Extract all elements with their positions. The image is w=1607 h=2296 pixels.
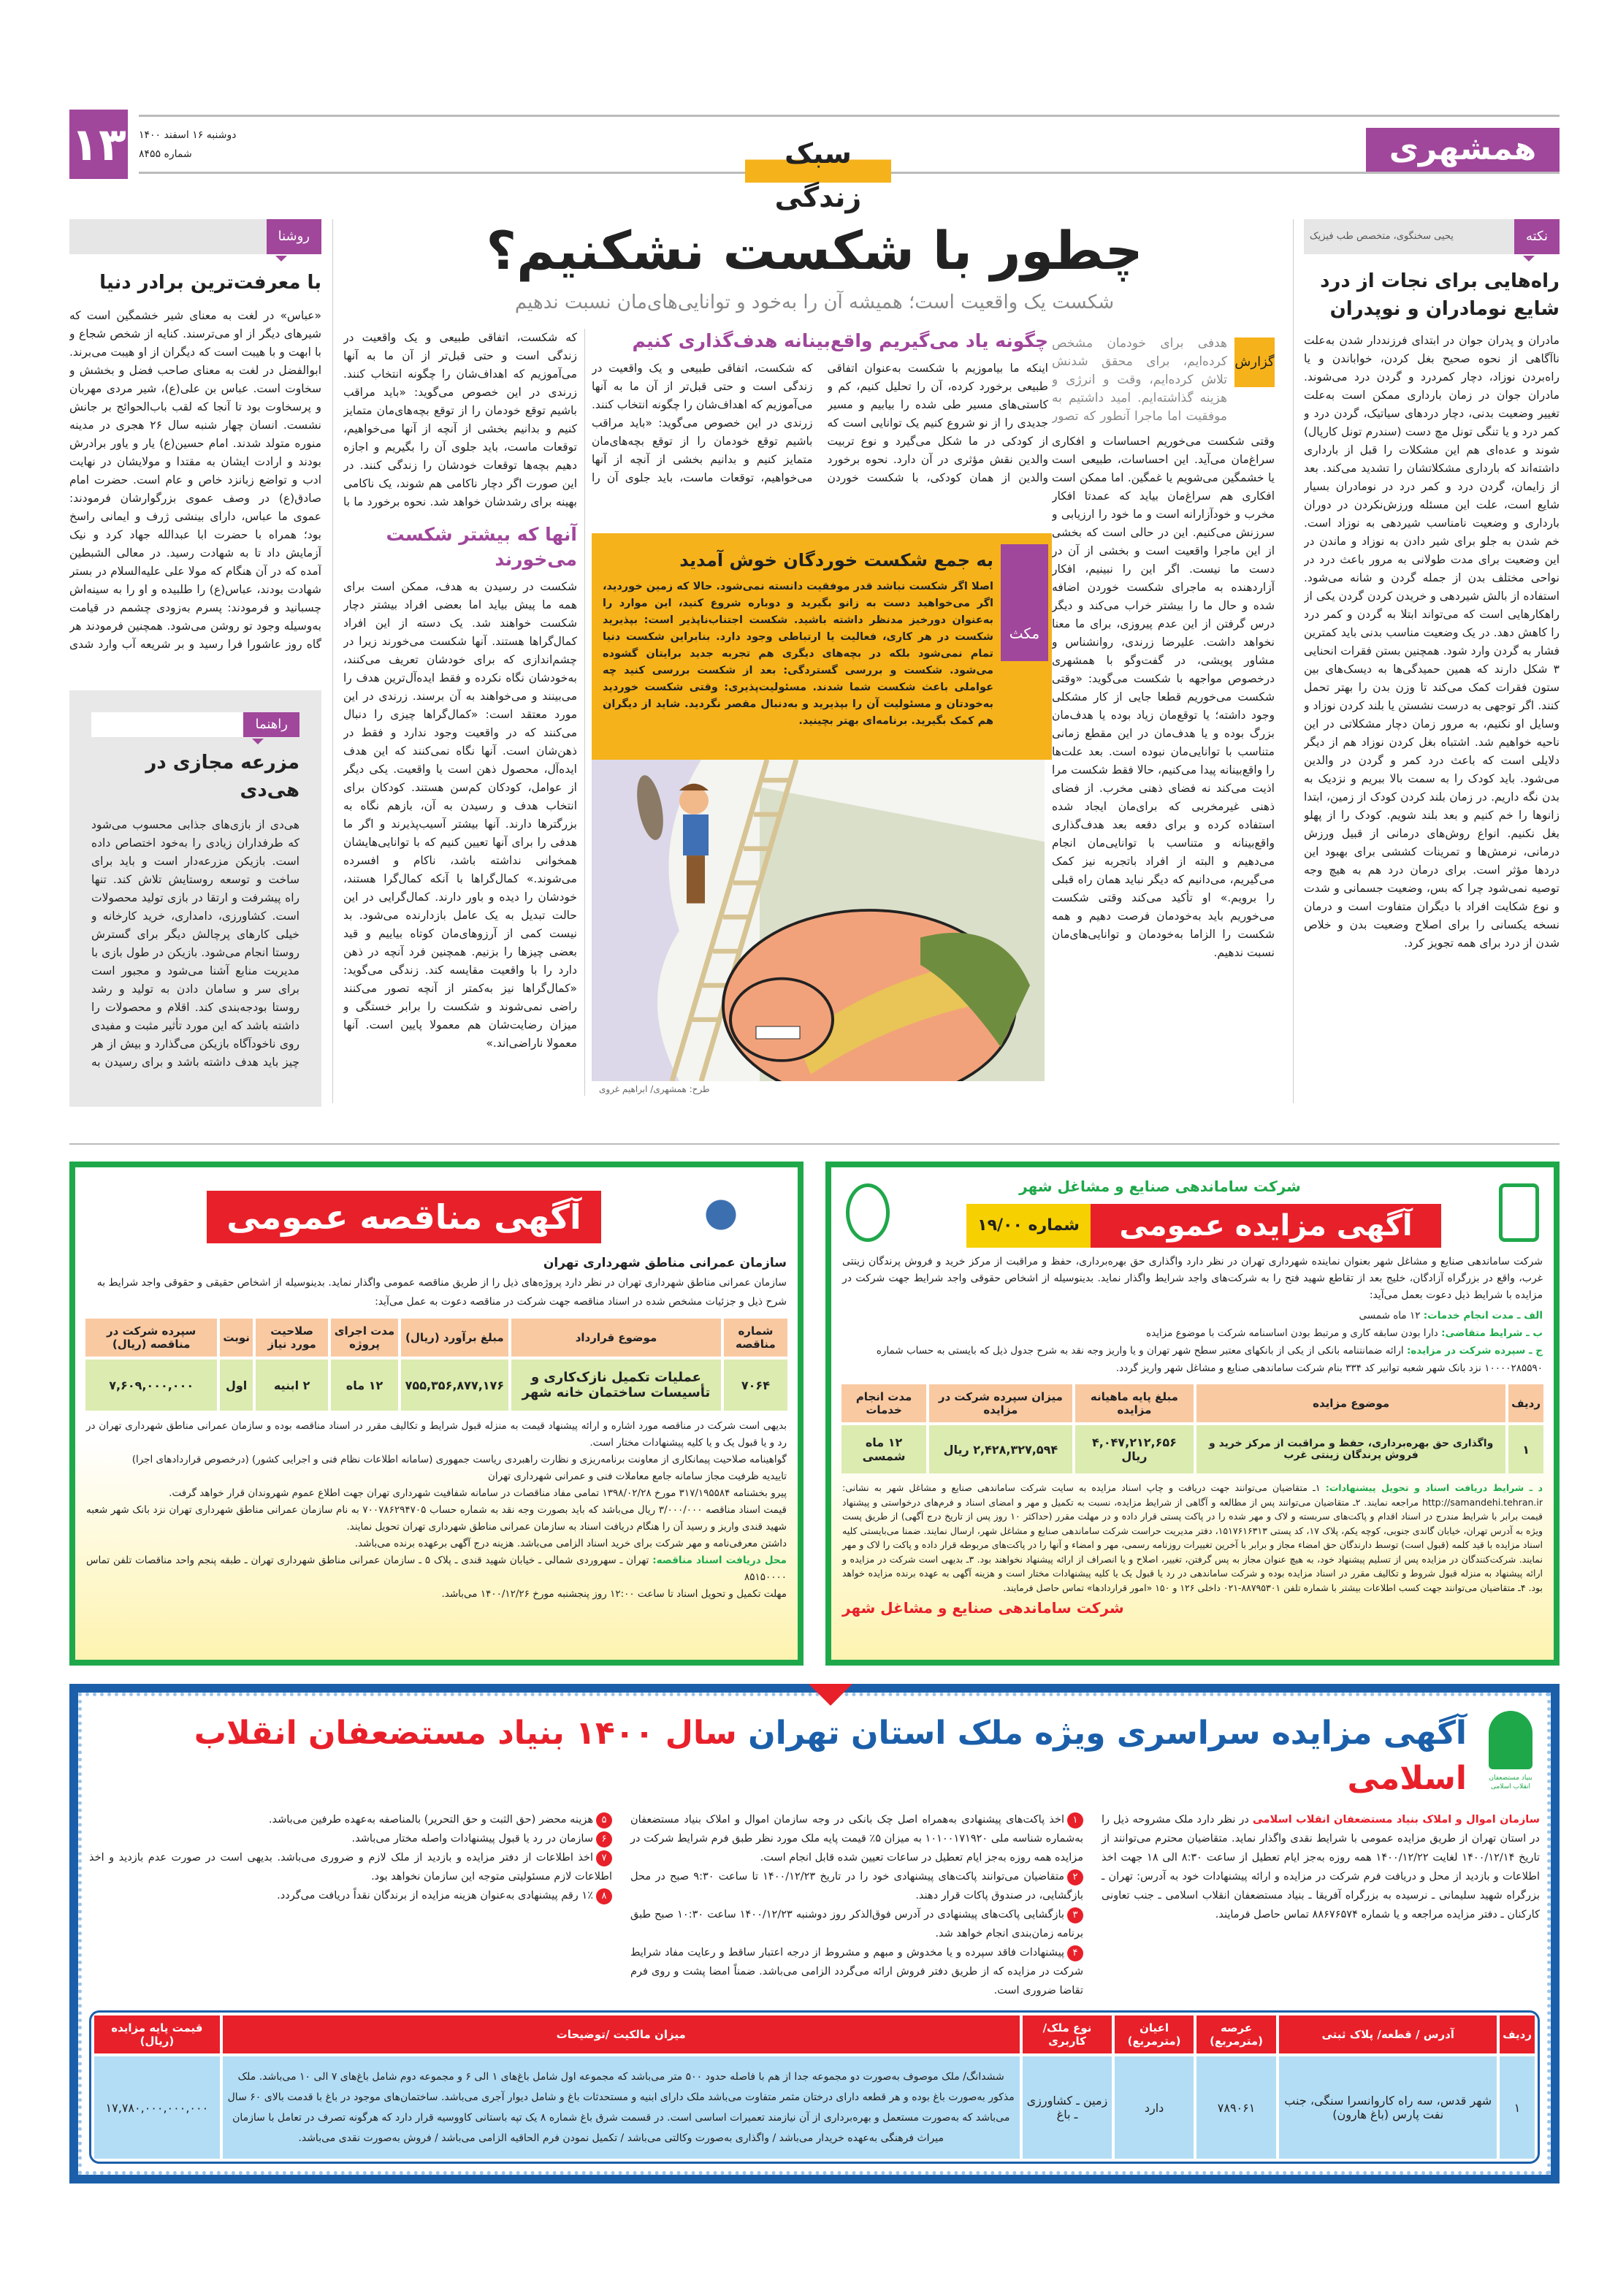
page-number: ۱۳ <box>69 110 128 179</box>
tender-org: سازمان عمرانی مناطق شهرداری تهران <box>543 1256 787 1270</box>
tender-intro <box>86 1254 787 1311</box>
number-badge: ۴ <box>1067 1945 1083 1961</box>
section1-continued: که شکست، اتفاقی طبیعی و یک واقعیت در زندگی است و حتی قبل‌تر از آن ما به آنها می‌آموزیم که اهداف‌شان را چگونه انتخاب کنند. زرندی در این خصوص می‌گوید: «باید مراقب باشیم توقع خودمان را از توقع بچه‌های‌مان متمایز کنیم و بدانیم بخشی از آنچه از آنها می‌خواهیم، توقعات ماست، باید جلوی آن را بگیریم و اجازه دهیم بچه‌ها توقعات خودشان را زندگی کنند. در این صورت اگر دچار ناکامی هم شوند، یک ناکامی بهینه برای رشدشان خواهد شد. نحوه برخورد ما با <box>343 331 577 508</box>
th: ردیف <box>1508 1384 1543 1422</box>
number-badge: ۷ <box>596 1850 612 1866</box>
left-headline: با معرفت‌ترین برادر دنیا <box>99 272 321 294</box>
td: دارد <box>1115 2056 1194 2159</box>
foundation-intro-text: در نظر دارد ملک مشروحه ذیل را در استان تهران از طریق مزایده عمومی با شرایط نقدی واگذار نماید. متقاضیان محترم می‌توانند از تاریخ ۱۴۰۰/۱۲/۱۴ لغایت ۱۴۰۰/۱۲/۲۲ همه روزه به‌جز ایام تعطیل از ساعت ۸:۳۰ الی ۱۸ جهت اخذ اطلاعات و بازدید از محل و دریافت فرم شرکت در مزایده و ارائه پیشنهادات خود به آدرس: تهران ـ بزرگراه شهید سلیمانی ـ نرسیده به بزرگراه آفریقا ـ بنیاد مستضعفان انقلاب اسلامی ـ جنب تعاونی کارکنان ـ دفتر مزایده مراجعه و یا شماره ۸۸۶۷۶۵۷۴ تماس حاصل فرمایند. <box>1102 1814 1540 1921</box>
td: واگذاری حق بهره‌برداری، حفظ و مراقبت از مرکز خرید و فروش پرندگان زینتی غرب <box>1196 1425 1505 1473</box>
ads-row <box>69 1162 1560 1666</box>
tender-paragraph: داشتن معرفی‌نامه و مهر شرکت برای خرید اسناد الزامی می‌باشد. هزینه درج آگهی برعهده برنده می‌باشد. <box>354 1538 787 1549</box>
th: شماره مناقصه <box>724 1319 787 1357</box>
th: نوع ملک/ کاربری <box>1023 2015 1112 2053</box>
td: اول <box>220 1359 253 1411</box>
issue-number: شماره ۸۴۵۵ <box>139 148 192 160</box>
td: ۲ ابنیه <box>256 1359 329 1411</box>
foundation-items-b <box>89 1810 612 2000</box>
guide-body: هی‌دی از بازی‌های جذابی محسوب می‌شود که طرفداران زیادی را به‌خود اختصاص داده است. بازیکن مزرعه‌دار است و باید برای ساخت و توسعه روستایش تلاش کند. تنها راه پیشرفت و ارتقا در بازی تولید محصولات است. کشاورزی، دامداری، خرید کارخانه و خیلی کارهای پرچالش دیگر برای گسترش روستا انجام می‌شود. بازیکن در طول بازی با مدیریت منابع آشنا می‌شود و مجبور است برای سر و سامان دادن به تولید و رشد روستا بودجه‌بندی کند. اقلام و محصولات را داشته باشد که این مورد تأثیر مثبت و مفیدی روی ناخودآگاه بازیکن می‌گذارد و بیش از هر چیز باید هدف داشته باشد و برای رسیدن به <box>91 818 299 1069</box>
condition-text: ارائه ضمانتنامه بانکی از یکی از بانکهای معتبر سطح شهر تهران و یا واریز وجه نقد به شرح جدول ذیل که بایستی به حساب شماره ۱۰۰۰۰۲۸۵۵۹۰ نزد بانک شهر شعبه توانیر کد ۳۳۴ بنام شرکت ساماندهی صنایع و مشاغل شهر واریز گردد. <box>876 1345 1543 1374</box>
condition-item: متقاضیان می‌توانند پاکت‌های پیشنهادی خود را در تاریخ ۱۴۰۰/۱۲/۲۳ تا ساعت ۹:۳۰ صبح در محل بازگشایی، در صندوق پاکات قرار دهند. <box>630 1871 1083 1902</box>
guide-headline: مزرعه مجازی در هی‌دی <box>145 752 299 801</box>
highlight-tag: مکث <box>1001 544 1048 661</box>
section2-body: شکست در رسیدن به هدف، ممکن است برای همه ما پیش بیاید اما بعضی افراد بیشتر دچار شکست خواهند شد. یک دسته از این افراد کمال‌گراها هستند. آنها شکست می‌خورند زیرا در چشم‌اندازی که برای خودشان تعریف می‌کنند، به‌خودشان نگاه نکرده و فقط ایده‌آل‌ترین هدف را می‌بینند و می‌خواهند به آن برسند. زرندی در این مورد معتقد است: «کمال‌گراها چیزی را دنبال می‌کنند که در واقعیت وجود ندارد و فقط در ذهن‌شان است. آنها نگاه نمی‌کنند که این هدف ایده‌آل، محصول ذهن است یا واقعیت. یکی دیگر از عوامل، کودکان کم‌سن هستند. کودکان برای انتخاب هدف و رسیدن به آن، بازهم نگاه به بزرگترها دارند. آنها بیشتر آسیب‌پذیرند و اگر ما هدفی را برای آنها تعیین کنیم که با توانایی‌هایشان همخوانی نداشته باشد، ناکام و افسرده می‌شوند.» کمال‌گراها با آنکه کمال‌گرا هستند، خودشان را دیده و باور دارند. کمال‌گرایی در این حالت تبدیل به یک عامل بازدارنده می‌شود. بد نیست کمی از آرزوهای‌مان کوتاه بیاییم و قید بعضی چیزها را بزنیم. همچنین فرد آنچه در ذهن دارد را با واقعیت مقایسه کند. زندگی می‌گوید: «کمال‌گراها نیز به‌کمتر از آنچه تصور می‌کنند راضی نمی‌شوند و شکست را برابر خستگی و میزان رضایت‌شان هم معمولا پایین است. آنها معمولا ناراضی‌اند.» <box>343 580 577 1050</box>
td: ۴,۰۴۷,۲۱۲,۶۵۶ ریال <box>1075 1425 1194 1473</box>
highlight-body: اصلا اگر شکست نباشد قدر موفقیت دانسته نمی‌شود. حالا که زمین خوردید، اگر می‌خواهید دست به زانو بگیرید و دوباره شروع کنید، این موارد را به‌عنوان دورخیز مدنظر داشته باشید. شکست اجتناب‌ناپذیر است: بپذیرید شکست در هر کاری، فعالیت یا ارتباطی وجود دارد. بنابراین شکست دنیا تمام نمی‌شود بلکه در بچه‌های دیگری هم تجربه جدید برایتان گشوده می‌شود. شکست و بررسی گستردگی: بعد از شکست بررسی کنید چه عواملی باعث شکست شما شدند. مسئولیت‌پذیری: وقتی شکست خوردید به‌خودتان و مسئولیت آن را بپذیرید و به‌دنبال مقصر نگردید. شاید از دیگران هم کمک بگیرید. برنامه‌ای بهتر بچینید. <box>603 581 993 727</box>
th: آدرس / قطعه/ پلاک ثبتی <box>1279 2015 1497 2053</box>
highlight-title: به جمع شکست خوردگان خوش آمدید <box>679 550 993 571</box>
foundation-text-columns <box>89 1810 1540 2000</box>
terms-text: ۱ـ متقاضیان می‌توانند جهت دریافت و چاپ اسناد مزایده به سایت شرکت ساماندهی صنایع و مشاغل شهر به نشانی: http://samandehi.tehran.ir مراجعه نمایند. ۲ـ متقاضیان می‌توانند پس از مطالعه و آگاهی از شرایط مزایده، نسبت به تکمیل و مهر و امضای اسناد و فرم‌های درخواستی و پیشنهاد قیمت برابر با شرایط مندرج در اسناد اقدام و پاکت‌های سربسته و لاک و مهر شده را در پاکت پستی قرار داده و در مهلت مقرر (حداکثر ۱۰ روز پس از تاریخ درج آگهی) از طریق پست ویژه به آدرس تهران، خیابان گاندی جنوبی، کوچه یکم، پلاک ۱۷، کد پستی ۱۵۱۷۶۱۶۳۱۳، دفتر مدیریت حراست شرکت ساماندهی صنایع و مشاغل شهر، ارسال نمایند. ضمنا می‌بایستی کلیه اسناد مزایده با قید کلمه (قبول است) توسط دارندگان حق امضاء مجاز و برابر با آخرین تغییرات روزنامه رسمی، مهر و امضاء و آنها را در پاکت‌های مربوطه قرار داده و پاکت را لاک و مهر نمایند. شرکت‌کنندگان در مزایده پس از تسلیم پیشنهاد خود، به هیچ عنوان مجاز به پس گرفتن، تغییر، اصلاح و یا انصراف از ارائه پیشنهاد نخواهند بود. ۳ـ بدیهی است شرکت در مزایده و ارائه پیشنهاد به منزله قبول شروط و تکالیف مقرر در اسناد مزایده بوده و شرکت ساماندهی در رد یا قبول یک یا کلیه پیشنهادات مختار است و هزینه آگهی به عهده برنده مزایده خواهد بود. ۴ـ متقاضیان می‌توانند جهت کسب اطلاعات بیشتر با شماره تلفن ۸۸۷۹۵۳۰۱-۰۲۱ داخلی ۱۲۶ و ۱۵۰ «امور قراردادها» تماس حاصل فرمایند. <box>842 1482 1543 1593</box>
td: عملیات تکمیل نازک‌کاری و تأسیسات ساختمان خانه شهر <box>511 1359 721 1411</box>
condition-label: الف ـ مدت انجام خدمات: <box>1423 1310 1543 1321</box>
foundation-logo <box>1481 1711 1540 1791</box>
left-body: «عباس» در لغت به معنای شیر خشمگین است که شیرهای دیگر از او می‌ترسند. کنایه از شخص شجاع و با ابهت و با هیبت است که دیگران از او هیبت می‌برند. ابوالفضل در لغت به معنای صاحب فضل و بخشش و سخاوت است. عباس بن علی(ع)، شیر مردی مهربان و پرسخاوت بود تا آنجا که لقب باب‌الحوائج بر جانش نشست. انسان چهار شنبه سال ۲۶ هجری در مدینه منوره متولد شدند. امام حسین(ع) یار و یاور برادرش بودند و ارادت ایشان به مقتدا و مولایشان در نهایت ادب و تواضع زبانزد خاص و عام است. حضرت امام صادق(ع) در وصف عموی بزرگوارشان فرمودند: عموی ما عباس، دارای بینشی ژرف و ایمانی راسخ بود؛ همراه با حضرت ابا عبدالله جهاد کرد و نیک آزمایش داد تا به شهادت رسید. در معالی الشبطین آمده که در آن هنگام که مولا علی علیه‌السلام در بستر شهادت بودند، عباس(ع) را طلبیده و او را به سینه‌اش چسبانید و فرمودند: پسرم به‌زودی چشمم در قیامت به‌وسیله وجود تو روشن می‌شود. همچنین فرمودند هر گاه روز عاشورا فرا رسید و بر شریعه آب وارد شدی <box>69 309 321 651</box>
auction-header <box>842 1167 1543 1254</box>
th: ردیف <box>1500 2015 1535 2053</box>
date-block <box>139 126 256 164</box>
td: ۱۷,۷۸۰,۰۰۰,۰۰۰,۰۰۰ <box>94 2056 220 2159</box>
th: اعیان (مترمربع) <box>1115 2015 1194 2053</box>
terms-label: د ـ شرایط دریافت اسناد و تحویل پیشنهادات: <box>1325 1482 1543 1493</box>
td: ۷,۶۰۹,۰۰۰,۰۰۰ <box>85 1359 217 1411</box>
guide-box <box>69 690 321 1107</box>
tender-ad <box>69 1162 804 1666</box>
table-row <box>94 2056 1535 2159</box>
foundation-items-a <box>630 1810 1083 2000</box>
th: میزان مالکیت /توضیحات <box>223 2015 1020 2053</box>
title-part-2: سال ۱۴۰۰ بنیاد مستضعفان انقلاب اسلامی <box>194 1715 1467 1797</box>
tender-paragraph: تاییدیه ظرفیت مجاز سامانه جامع معاملات فنی و عمرانی شهرداری تهران <box>487 1471 787 1482</box>
main-headline: چطور با شکست نشکنیم؟ <box>486 220 1143 281</box>
tender-table <box>83 1316 790 1414</box>
cartoon-illustration <box>592 760 1045 1081</box>
newspaper-logo: همشهری <box>1366 128 1560 172</box>
foundation-inner <box>78 1693 1551 2175</box>
ads-area <box>69 1162 1560 2184</box>
section1-col1: اینکه ما بیاموزیم با شکست به‌عنوان اتفاقی طبیعی برخورد کرده، آن را تحلیل کنیم، کم و کاستی‌های مسیر طی شده را بیابیم و مسیر جدیدی را از نو شروع کنیم یک توانایی است که از کودکی در ما شکل می‌گیرد و نوع تربیت والدین نقش مؤثری در آن دارد. نحوه برخورد والدین از همان کودکی، با شکست خوردن <box>827 362 1048 484</box>
number-badge: ۶ <box>596 1831 612 1847</box>
tender-paragraph: بدیهی است شرکت در مناقصه مورد اشاره و ارائه پیشنهاد قیمت به منزله قبول شرایط و تکالیف مقرر در اسناد مناقصه بوده و سازمان عمرانی مناطق شهرداری تهران در رد و یا قبول یک و یا کلیه پیشنهادات مختار است. <box>86 1420 787 1449</box>
section1-col2: که شکست، اتفاقی طبیعی و یک واقعیت در زندگی است و حتی قبل‌تر از آن ما به آنها می‌آموزیم که اهداف‌شان را چگونه انتخاب کنند. زرندی در این خصوص می‌گوید: «باید مراقب باشیم توقع خودمان را از توقع بچه‌های‌مان متمایز کنیم و بدانیم بخشی از آنچه از آنها می‌خواهیم، توقعات ماست، باید جلوی آن را <box>592 362 813 484</box>
th: نوبت <box>220 1319 253 1357</box>
right-headline: راه‌هایی برای نجات از درد شایع نومادران و نوپدران <box>1320 270 1560 320</box>
section1-columns <box>592 359 1048 487</box>
left-column <box>69 219 321 654</box>
td: ۱۲ ماه شمسی <box>841 1425 926 1473</box>
auction-number: شماره ۱۹/۰۰ <box>966 1204 1091 1248</box>
number-badge: ۱ <box>1067 1812 1083 1828</box>
th: مدت انجام خدمات <box>841 1384 926 1422</box>
td: ۲,۴۲۸,۳۲۷,۵۹۴ ریال <box>929 1425 1072 1473</box>
auction-terms <box>842 1481 1543 1595</box>
auction-ad <box>825 1162 1560 1666</box>
location-label: محل دریافت اسناد مناقصه: <box>652 1555 787 1566</box>
column-divider <box>1293 219 1294 1103</box>
condition-item: بازگشایی پاکت‌های پیشنهادی در آدرس فوق‌الذکر روز دوشنبه ۱۴۰۰/۱۲/۲۳ ساعت ۱۰:۳۰ صبح طبق برنامه زمان‌بندی انجام خواهد شد. <box>630 1909 1083 1940</box>
number-badge: ۳ <box>1067 1907 1083 1923</box>
tender-title: آگهی مناقصه عمومی <box>207 1191 601 1243</box>
tender-intro-text: سازمان عمرانی مناطق شهرداری تهران در نظر دارد پروژه‌های ذیل را از طریق مناقصه عمومی واگذار نماید. بدینوسیله از اشخاص حقیقی و حقوقی واجد شرایط به شرح ذیل و جزئیات مشخص شده در اسناد مناقصه جهت شرکت در مناقصه دعوت به عمل می‌آید: <box>96 1277 787 1308</box>
auction-table <box>839 1381 1546 1476</box>
td: ششدانگ/ ملک موصوف به‌صورت دو مجموعه جدا از هم با فاصله حدود ۵۰۰ متر می‌باشد که مجموعه اول شامل باغ‌های ۱ الی ۶ و مجموعه دوم شامل باغ‌های ۷ الی ۱۰ می‌باشد. ملک مذکور به‌صورت باغ بوده و هر قطعه دارای درختان مثمر متفاوت می‌باشد ملک دارای ابنیه و مستحدثات باغ و شامل دیوار آجری می‌باشد. ساختمان‌های موجود در باغ با قدمت بالای ۶۰ سال می‌باشد که به‌صورت مستعمل و بهره‌برداری از آن نیازمند تعمیرات اساسی است. در قسمت شرق باغ شماره ۸ یک تپه باستانی کاووسیه قرار دارد که هرگونه تصرف در تعامل با سازمان میراث فرهنگی به‌عهده خریدار می‌باشد / واگذاری به‌صورت وکالتی می‌باشد / تکمیل نمودن فرم الحاقیه الزامی می‌باشد / فروش به‌صورت نقدی می‌باشد. <box>223 2056 1020 2159</box>
th: سپرده شرکت در مناقصه (ریال) <box>85 1319 217 1357</box>
th: مدت اجرای پروژه <box>331 1319 397 1357</box>
auction-company-top: شرکت ساماندهی صنایع و مشاغل شهر <box>1019 1178 1301 1195</box>
foundation-table <box>89 2010 1540 2164</box>
td: ۱ <box>1500 2056 1535 2159</box>
th: صلاحیت مورد نیاز <box>256 1319 329 1357</box>
right-body: مادران و پدران جوان در ابتدای فرزنددار شدن به‌علت ناآگاهی از نحوه صحیح بغل کردن، خواباندن و یا راه‌بردن نوزاد، دچار کمردرد و گردن درد می‌شوند. مادران جوان در زمان بارداری ممکن است به‌علت تغییر وضعیت بدنی، دچار دردهای سیاتیک، گردن درد و کمر درد و یا تنگی تونل مچ دست (سندرم تونل کارپال) شوند و عده‌ای هم این مشکلات را قبل از بارداری داشته‌اند که بارداری مشکلاتشان را تشدید می‌کند. بعد از زایمان، گردن درد و کمر درد در نومادران بسیار شایع است، علت این مسئله ورزش‌نکردن در دوران بارداری و وضعیت نامناسب شیردهی به نوزاد است. خم شدن به جلو برای شیر دادن به نوزاد و ماندن در این وضعیت برای مدت طولانی به مرور باعث درد در نواحی مختلف بدن از جمله گردن و شانه می‌شود. استفاده از بالش شیردهی و خریدن کردن گردن یکی از راهکارهایی است که می‌تواند ابتلا به گردن و کمر درد را کاهش دهد. در یک وضعیت مناسب بدنی باید کمترین فشار به گردن وارد شود. همچنین بستن فقرات انحنایی ۳ شکل دارند که همین حمیدگی‌ها به دیسک‌های بین ستون فقرات کمک می‌کند تا وزن بدن را بهتر تحمل کنند. اگر توجهی به درست نشستن یا بلند کردن نوزاد و وسایل او نکنیم، به مرور زمان دچار مشکلاتی در این ناحیه خواهیم شد. اشتباه بغل کردن نوزاد هم از دیگر دلایلی است که باعث درد کمر و گردن در والدین می‌شود. باید کودک را به سمت بالا ببریم و نزدیک به بدن نگه داریم. در زمان بلند کردن کودک از زمین، ابتدا زانوها را خم کنیم و بعد بلند شویم. کودک را از پهلو بغل نکنیم. انواع روش‌های درمانی از قبیل ورزش درمانی، نرمش‌ها و تمرینات کششی برای بهبود این دردها مؤثر است. برای درمان درد هم به هیچ وجه توصیه نمی‌شود چرا که بس، وضعیت جسمانی و شدت و نوع شکایت افراد با دیگران متفاوت است و درمان نسخه یکسانی را برای اصلاح وضعیت بدن و خلاص شدن از درد برای همه تجویز کرد. <box>1304 334 1560 950</box>
tender-paragraph: قیمت اسناد مناقصه ۳/۰۰۰/۰۰۰ ریال می‌باشد که باید بصورت وجه نقد به شماره حساب ۷۰۰۷۸۶۲۹۴۷۰۵ به نام سازمان عمرانی مناطق شهرداری تهران نزد بانک شهر شعبه شهید قندی واریز و رسید آن را هنگام دریافت اسناد به سازمان عمرانی مناطق شهرداری تهران تحویل نمایند. <box>86 1504 787 1533</box>
foundation-intro <box>1102 1810 1540 2000</box>
tender-header <box>86 1167 787 1254</box>
auction-title: آگهی مزایده عمومی <box>1091 1204 1441 1248</box>
ad-pointer-icon <box>809 1684 852 1706</box>
td: ۷۵۵,۳۵۶,۸۷۷,۱۷۶ <box>401 1359 508 1411</box>
logo-caption: بنیاد مستضعفان انقلاب اسلامی <box>1489 1774 1532 1790</box>
td: ۱ <box>1508 1425 1543 1473</box>
foundation-ad <box>69 1684 1560 2184</box>
column-divider <box>584 329 585 1096</box>
column-divider <box>332 219 333 1103</box>
number-badge: ۲ <box>1067 1869 1083 1885</box>
condition-item: پیشنهادات فاقد سپرده و یا مخدوش و مبهم و مشروط از درجه اعتبار ساقط و رعایت مفاد شرایط شرکت در مزایده که از طریق دفتر فروش ارائه می‌گردد الزامی می‌باشد. ضمناً امضا پشت و روی فرم تقاضا ضروری است. <box>630 1947 1083 1996</box>
tender-deadline: مهلت تکمیل و تحویل اسناد تا ساعت ۱۲:۰۰ روز پنجشنبه مورخ ۱۴۰۰/۱۲/۲۶ می‌باشد. <box>441 1588 787 1600</box>
tender-paragraph: پیرو بخشنامه ۳۱۷/۱۹۵۵۸۴ مورخ ۱۳۹۸/۰۲/۲۸ تمامی مفاد مناقصات در سامانه شفافیت شهرداری تهران جهت اطلاع عموم شهروندان قرار خواهد گرفت. <box>169 1487 787 1499</box>
location-text: تهران ـ سهروردی شمالی ـ خیابان شهید قندی ـ پلاک ۵ ـ سازمان عمرانی مناطق شهرداری تهران ـ طبقه پنجم واحد مناقصات تلفن تماس ۸۵۱۵۰۰۰۰ <box>86 1555 787 1583</box>
right-column <box>1304 219 1560 1062</box>
section2 <box>343 522 577 1089</box>
report-tag: گزارش <box>1234 337 1275 387</box>
lead-paragraph: هدفی برای خودمان مشخص کرده‌ایم، برای محقق شدنش تلاش کرده‌ایم، وقت و انرژی و هزینه گذاشته‌ایم. امید داشتیم به موفقیت اما ماجرا آنطور که تصور <box>1052 336 1227 424</box>
th: موضوع قرارداد <box>511 1319 721 1357</box>
th: قیمت پایه مزایده (ریال) <box>94 2015 220 2053</box>
condition-text: ۱۲ ماه شمسی <box>1359 1310 1421 1321</box>
issue-date: دوشنبه ۱۶ اسفند ۱۴۰۰ <box>139 129 237 141</box>
th: میزان سپرده شرکت در مزایده <box>929 1384 1072 1422</box>
tender-paragraph: گواهینامه صلاحیت پیمانکاری از معاونت برنامه‌ریزی و نظارت راهبردی ریاست جمهوری (سامانه اطلاعات نظام فنی و اجرایی کشور) (درخصوص قراردادهای اجرا) <box>131 1454 787 1465</box>
illustration-credit: طرح: همشهری/ ابراهیم غروی <box>599 1084 710 1094</box>
section2-title: آنها که بیشتر شکست می‌خورند <box>386 524 577 570</box>
foundation-org: سازمان اموال و املاک بنیاد مستضعفان انقلاب اسلامی <box>1252 1814 1540 1826</box>
title-part-1: آگهی مزایده سراسری ویژه ملک استان تهران <box>748 1715 1467 1752</box>
td: زمین ـ کشاورزی ـ باغ <box>1023 2056 1112 2159</box>
section1 <box>592 329 1048 487</box>
condition-item: اخذ پاکت‌های پیشنهادی به‌همراه اصل چک بانکی در وجه سازمان اموال و املاک بنیاد مستضعفان به‌شماره شناسه ملی ۱۰۱۰۰۱۷۱۹۲۰ به میزان ۵٪ قیمت پایه ملک مورد نظر طبق فرم شرایط شرکت در مزایده همه روزه به‌جز ایام تعطیل در ساعات تعیین شده قابل انجام است. <box>630 1814 1083 1864</box>
number-badge: ۸ <box>596 1888 612 1904</box>
section1-title: چگونه یاد می‌گیریم واقع‌بینانه هدف‌گذاری کنیم <box>632 330 1048 351</box>
td: شهر قدس، سه راه کاروانسرا سنگی، جنب نفت پارس (باغ هارون) <box>1279 2056 1497 2159</box>
column-tag-roshana: روشنا <box>69 219 321 254</box>
tender-terms <box>86 1418 787 1603</box>
td: ۷۰۶۴ <box>724 1359 787 1411</box>
auction-conditions <box>842 1307 1543 1377</box>
condition-item: اخذ اطلاعات از دفتر مزایده و بازدید از ملک لازم و ضروری می‌باشد. بدیهی است در صورت عدم بازدید و اخذ اطلاعات لازم مسئولیتی متوجه این سازمان نخواهد بود. <box>89 1852 612 1883</box>
column-tag-rahnama: راهنما <box>91 712 299 737</box>
condition-item: سازمان در رد یا قبول پیشنهادات واصله مختار می‌باشد. <box>351 1833 593 1845</box>
condition-label: ج ـ سپرده شرکت در مزایده: <box>1406 1345 1543 1357</box>
tehran-municipality-logo <box>846 1183 890 1242</box>
foundation-title <box>89 1711 1467 1801</box>
th: مبلغ برآورد (ریال) <box>401 1319 508 1357</box>
condition-item: هزینه محضر (حق الثبت و حق التحریر) بالمناصفه به‌عهده طرفین می‌باشد. <box>268 1814 593 1826</box>
tender-org-logo <box>699 1186 743 1244</box>
right-author: یحیی سخنگوی، متخصص طب فیزیک <box>1310 231 1454 242</box>
condition-label: ب ـ شرایط متقاضی: <box>1441 1327 1543 1339</box>
td: ۷۸۹۰۶۱ <box>1196 2056 1276 2159</box>
column-tag-nokte: نکته یحیی سخنگوی، متخصص طب فیزیک <box>1304 219 1560 254</box>
table-row <box>85 1359 787 1411</box>
number-badge: ۵ <box>596 1812 612 1828</box>
auction-intro: شرکت ساماندهی صنایع و مشاغل شهر بعنوان نماینده شهرداری تهران در نظر دارد واگذاری حق بهره‌برداری، حفظ و مراقبت از مرکز خرید و فروش پرندگان زینتی غرب، واقع در بزرگراه آزادگان، خلیج بعد از تقاطع شهید فتح را به شرکت‌های واجد شرایط واگذار نماید. بدینوسیله از اشخاص حقوقی واجد شرایط جهت شرکت در مزایده با شرایط ذیل دعوت بعمل می‌آید: <box>842 1256 1543 1301</box>
condition-text: دارا بودن سابقه کاری و مرتبط بودن اساسنامه شرکت با موضوع مزایده <box>1146 1327 1438 1339</box>
main-subtitle: شکست یک واقعیت است؛ همیشه آن را به‌خود و توانایی‌های‌مان نسبت ندهیم <box>514 291 1115 313</box>
condition-item: ۱٪ رقم پیشنهادی به‌عنوان هزینه مزایده از برندگان نقداً دریافت می‌گردد. <box>277 1890 593 1902</box>
right-main-column: وقتی شکست می‌خوریم احساسات و افکاری سراغ‌مان می‌آید. این احساسات، طبیعی است یا خشمگین می‌شویم یا غمگین. اما ممکن است افکاری هم سراغ‌مان بیاید که عمدتا افکار مخرب و خودآزارانه است و ما خود را ارزیابی و سرزنش می‌کنیم. این در حالی است که بخشی از این ماجرا واقعیت است و بخشی از آن در دست ما نیست. اگر این را نبینیم، افکار آزاردهنده به ماجرای شکست خوردن اضافه شده و حال ما را بیشتر خراب می‌کند و دیگر درس گرفتن از این عدم پیروزی، برای ما معنا نخواهد داشت. علیرضا زرندی، روانشناس و مشاور پویشی، در گفت‌وگو با همشهری درخصوص مواجهه با شکست می‌گوید: «وقتی شکست می‌خوریم قطعا جایی از کار مشکلی وجود داشته؛ یا توقع‌مان زیاد بوده یا هدف‌مان بزرگ بوده و یا هدف‌مان در این مقطع زمانی متناسب با توانایی‌مان نبوده است. بعد علت‌ها را واقع‌بینانه پیدا می‌کنیم، حالا فقط شکست مرا اذیت می‌کند نه فضای ذهنی مخرب. از فضای ذهنی غیرمخربی که برای‌مان ایجاد شده استفاده کرده و برای دفعه بعد هدف‌گذاری واقع‌بینانه و متناسب با توانایی‌مان انجام می‌دهیم و البته از افراد باتجربه نیز کمک می‌گیریم، می‌دانیم که دیگر نباید همان راه قبلی را برویم.» او تأکید می‌کند وقتی شکست می‌خوریم باید به‌خودمان فرصت دهیم و همه شکست را الزاما به‌خودمان و توانایی‌های‌مان نسبت ندهیم. <box>1052 435 1275 959</box>
auction-footer: شرکت ساماندهی صنایع و مشاغل شهر <box>842 1599 1124 1617</box>
th: مبلغ پایه ماهیانه مزایده <box>1075 1384 1194 1422</box>
th: عرصه (مترمربع) <box>1196 2015 1276 2053</box>
th: موضوع مزایده <box>1196 1384 1505 1422</box>
td: ۱۲ ماه <box>331 1359 397 1411</box>
section-title: سبک زندگی <box>745 131 891 183</box>
samandehi-logo <box>1499 1183 1539 1242</box>
table-row <box>841 1425 1543 1473</box>
foundation-title-row <box>89 1711 1540 1801</box>
